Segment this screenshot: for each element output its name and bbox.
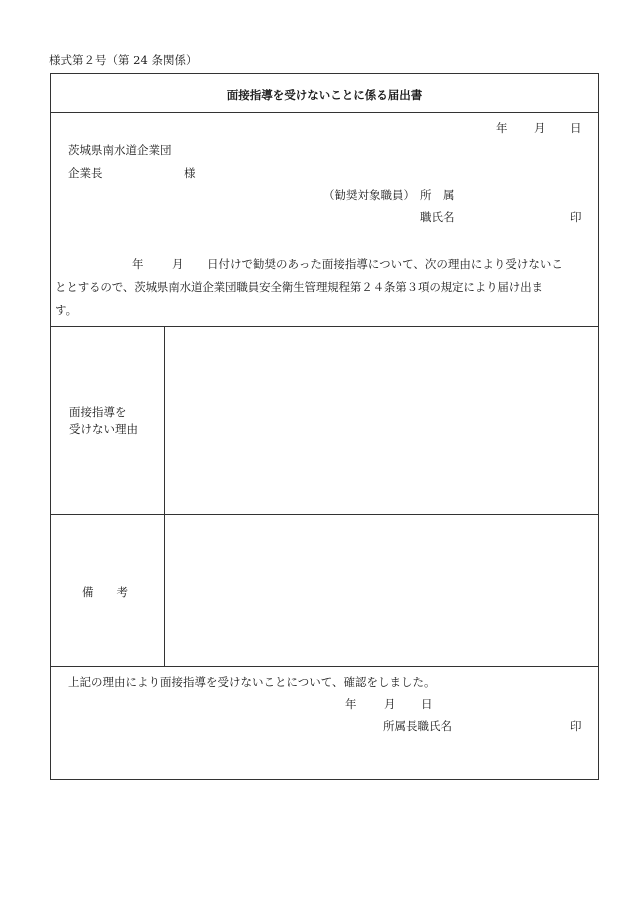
date-day-label: 日 [570,121,582,135]
confirmation-year: 年 [345,697,357,711]
statement-line-3: す。 [55,303,78,317]
addressee-honorific: 様 [184,166,196,180]
applicant-seal: 印 [570,210,582,224]
applicant-name-label: 職氏名 [420,210,455,224]
addressee-position: 企業長 [68,166,103,180]
remarks-label: 備 考 [82,585,128,599]
confirmation-text: 上記の理由により面接指導を受けないことについて、確認をしました。 [68,675,436,689]
reason-label-line-1: 面接指導を [69,405,127,419]
supervisor-label: 所属長職氏名 [383,719,452,733]
form-title: 面接指導を受けないことに係る届出書 [226,88,423,102]
statement-year: 年 [132,257,144,271]
date-year-label: 年 [496,121,508,135]
supervisor-seal: 印 [570,719,582,733]
form-number: 様式第２号（第 24 条関係） [49,53,198,67]
confirmation-month: 月 [384,697,396,711]
statement-month: 月 [172,257,184,271]
reason-label-line-2: 受けない理由 [69,422,138,436]
statement-day-suffix: 日付けで勧奨のあった面接指導について、次の理由により受けないこ [207,257,563,271]
applicant-affiliation-label: 所 属 [420,188,455,202]
date-month-label: 月 [534,121,546,135]
reason-label [69,404,138,438]
remarks-field[interactable] [165,515,598,666]
addressee-organization: 茨城県南水道企業団 [68,143,172,157]
remarks-divider [51,666,598,667]
reason-field[interactable] [165,327,598,514]
confirmation-day: 日 [421,697,433,711]
title-divider [51,112,598,113]
form-box [50,73,599,780]
applicant-role-label: （勧奨対象職員） [323,188,415,202]
statement-line-2: ととするので、茨城県南水道企業団職員安全衛生管理規程第２４条第３項の規定により届け出ま [55,280,543,294]
